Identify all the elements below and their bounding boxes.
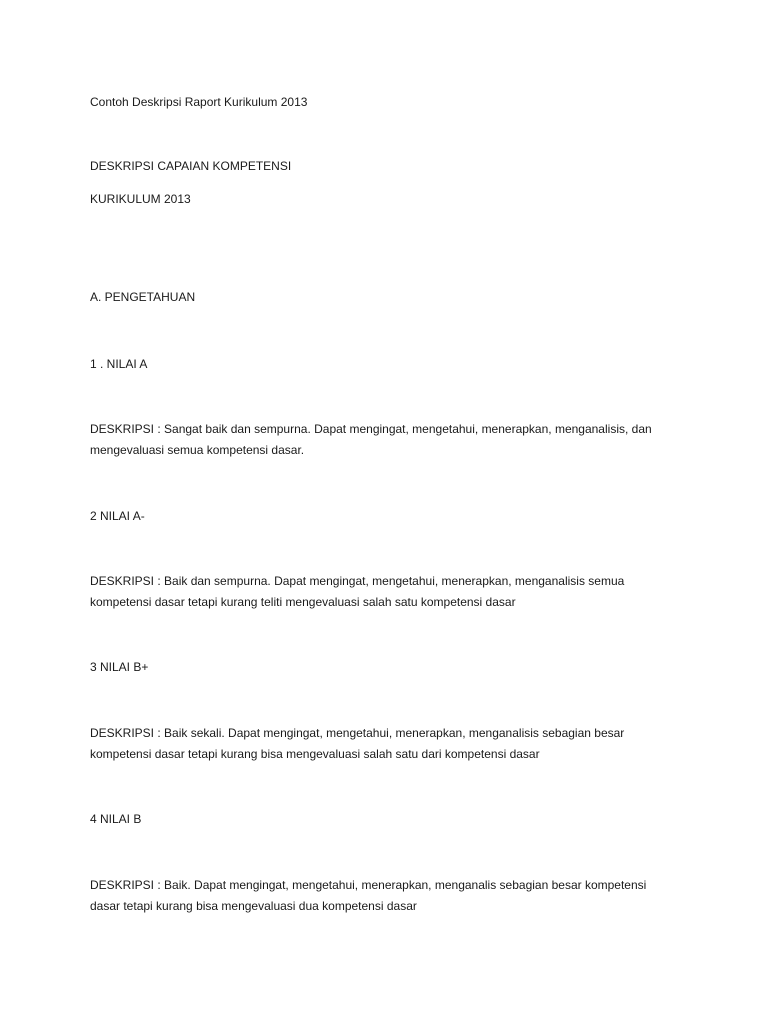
item-description-line: kompetensi dasar tetapi kurang teliti mengevaluasi salah satu kompetensi dasar xyxy=(90,595,516,609)
document-title: Contoh Deskripsi Raport Kurikulum 2013 xyxy=(90,95,308,109)
item-label: 1 . NILAI A xyxy=(90,357,148,371)
item-label: 3 NILAI B+ xyxy=(90,660,149,674)
heading-deskripsi: DESKRIPSI CAPAIAN KOMPETENSI xyxy=(90,159,292,173)
item-label: 2 NILAI A- xyxy=(90,509,145,523)
section-pengetahuan: A. PENGETAHUAN xyxy=(90,290,196,304)
item-description-line: dasar tetapi kurang bisa mengevaluasi dua kompetensi dasar xyxy=(90,899,417,913)
item-label: 4 NILAI B xyxy=(90,812,142,826)
heading-kurikulum: KURIKULUM 2013 xyxy=(90,192,191,206)
item-description-line: DESKRIPSI : Baik. Dapat mengingat, mengetahui, menerapkan, menganalis sebagian besar kompetensi xyxy=(90,878,647,892)
item-description-line: kompetensi dasar tetapi kurang bisa mengevaluasi salah satu dari kompetensi dasar xyxy=(90,747,540,761)
item-description-line: DESKRIPSI : Baik sekali. Dapat mengingat, mengetahui, menerapkan, menganalisis sebagian besar xyxy=(90,726,625,740)
item-description-line: mengevaluasi semua kompetensi dasar. xyxy=(90,443,305,457)
item-description-line: DESKRIPSI : Baik dan sempurna. Dapat mengingat, mengetahui, menerapkan, menganalisis semua xyxy=(90,574,625,588)
item-description-line: DESKRIPSI : Sangat baik dan sempurna. Dapat mengingat, mengetahui, menerapkan, menganalisis, dan xyxy=(90,422,652,436)
